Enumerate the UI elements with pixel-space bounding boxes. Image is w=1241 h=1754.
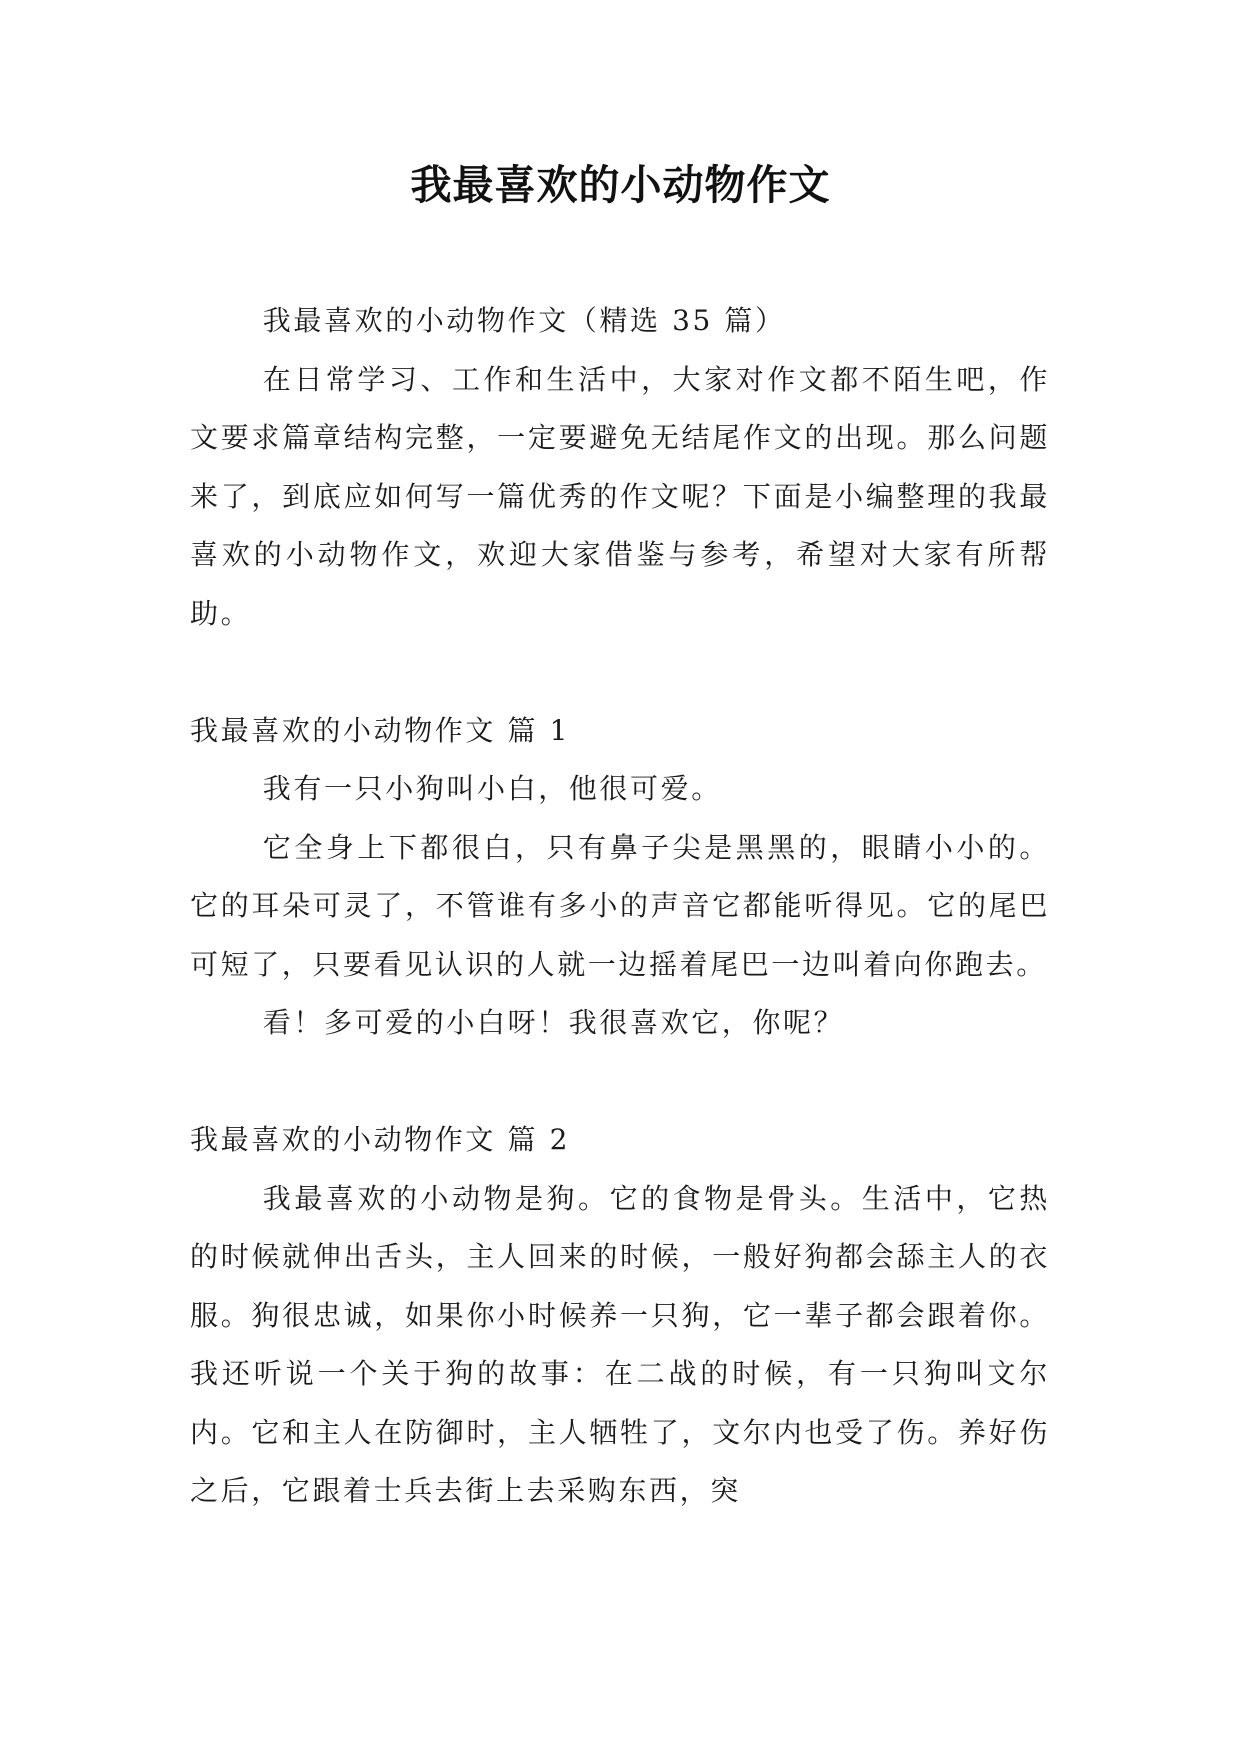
section-spacer	[190, 1053, 1050, 1112]
section-paragraph: 我有一只小狗叫小白，他很可爱。	[262, 772, 722, 805]
section-paragraph: 看！多可爱的小白呀！我很喜欢它，你呢？	[262, 1006, 845, 1039]
section-2	[190, 1111, 1050, 1521]
document-title: 我最喜欢的小动物作文	[410, 161, 831, 209]
document-body	[190, 292, 1050, 1521]
section-spacer	[190, 643, 1050, 702]
section-heading: 我最喜欢的小动物作文 篇 1	[190, 713, 571, 747]
section-heading: 我最喜欢的小动物作文 篇 2	[190, 1123, 571, 1156]
subtitle-paragraph: 我最喜欢的小动物作文（精选 35 篇）	[262, 304, 786, 337]
section-paragraph: 我最喜欢的小动物是狗。它的食物是骨头。生活中，它热的时候就伸出舌头，主人回来的时候，一般好狗都会舔主人的衣服。狗很忠诚，如果你小时候养一只狗，它一辈子都会跟着你。我还听说一个关于狗的故事：在二战的时候，有一只狗叫文尔内。它和主人在防御时，主人牺牲了，文尔内也受了伤。养好伤之后，它跟着士兵去街上去采购东西，突	[190, 1181, 1050, 1507]
section-paragraph: 它全身上下都很白，只有鼻子尖是黑黑的，眼睛小小的。它的耳朵可灵了，不管谁有多小的声音它都能听得见。它的尾巴可短了，只要看见认识的人就一边摇着尾巴一边叫着向你跑去。	[190, 830, 1050, 981]
section-1	[190, 702, 1050, 1053]
intro-paragraph: 在日常学习、工作和生活中，大家对作文都不陌生吧，作文要求篇章结构完整，一定要避免无结尾作文的出现。那么问题来了，到底应如何写一篇优秀的作文呢？下面是小编整理的我最喜欢的小动物作文，欢迎大家借鉴与参考，希望对大家有所帮助。	[190, 362, 1050, 630]
